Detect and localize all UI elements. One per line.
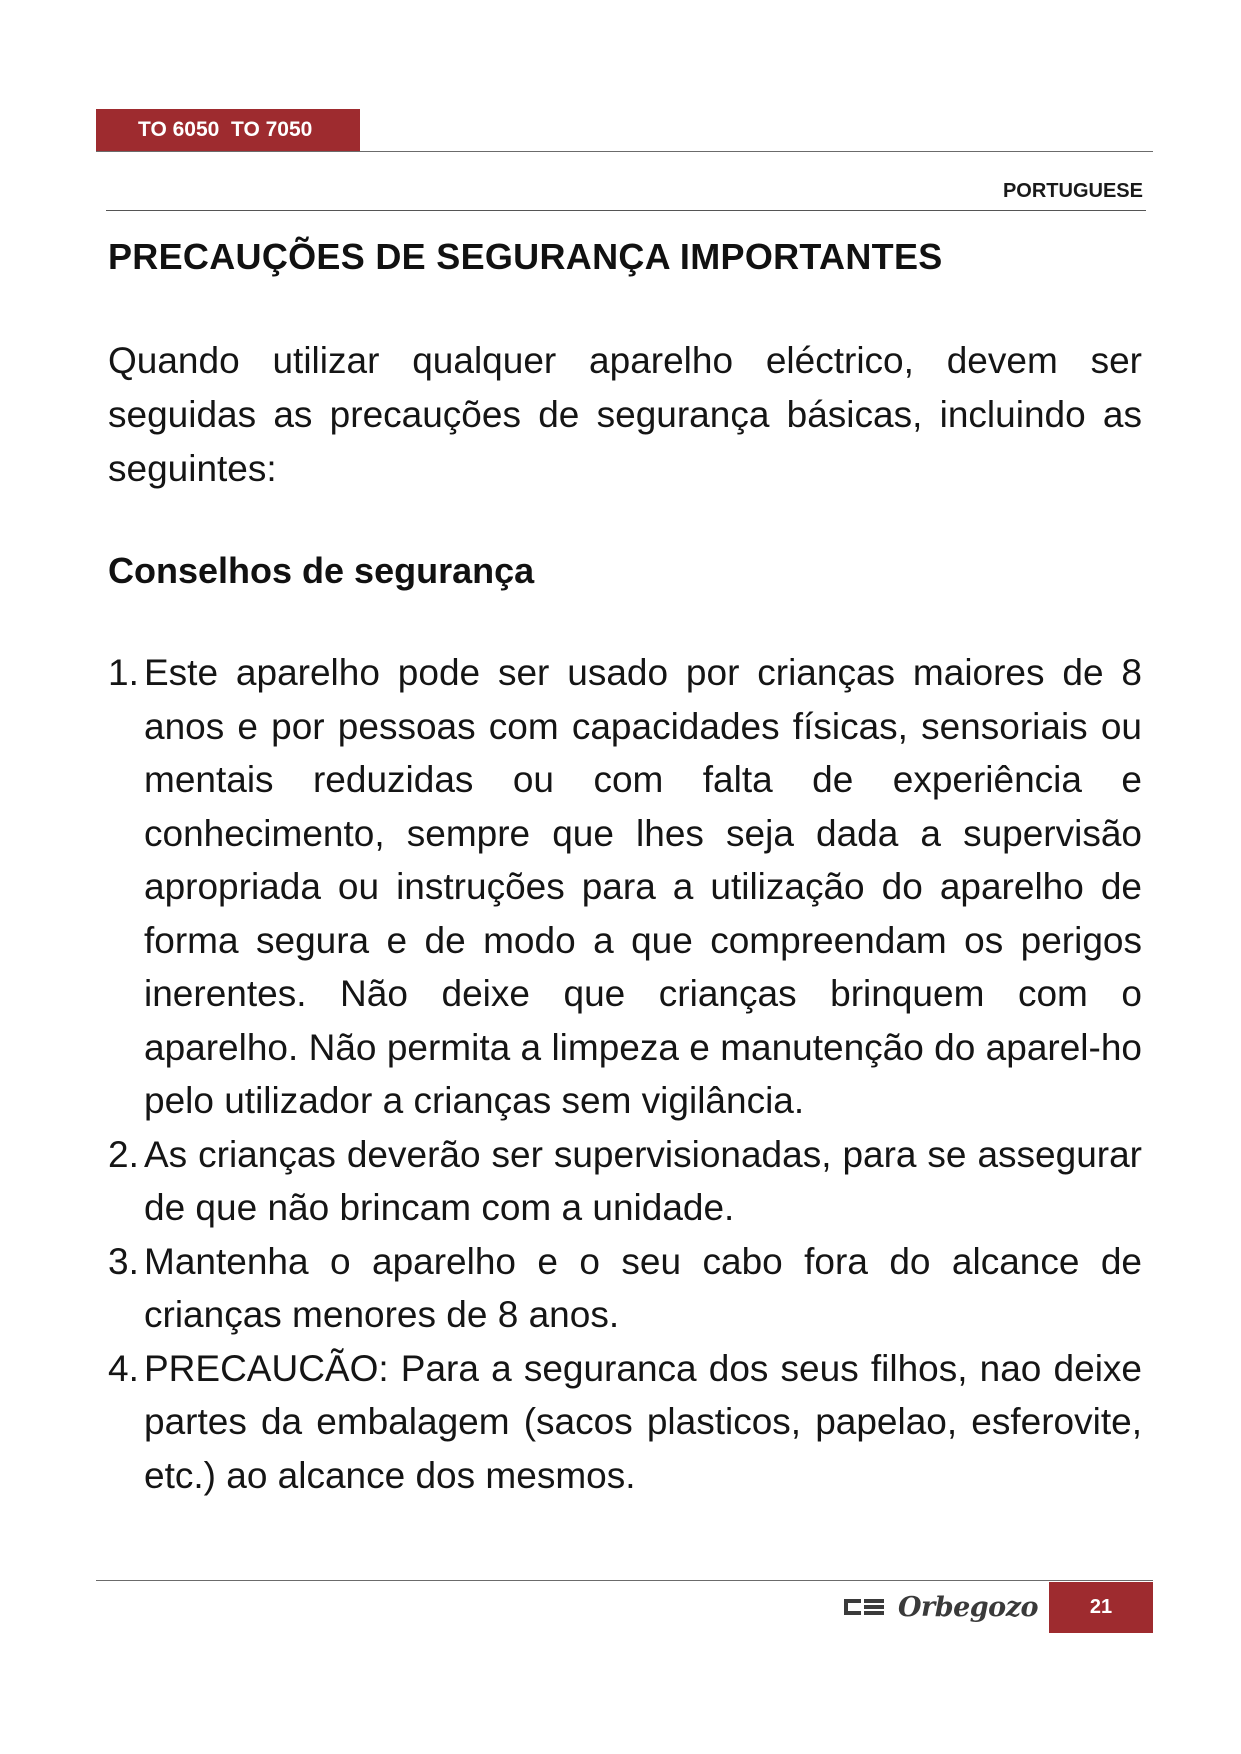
page-content: [108, 236, 1142, 1502]
list-item: [108, 1342, 1142, 1503]
brand-mark-icon: [844, 1597, 884, 1617]
list-item-text: As crianças deverão ser supervisionadas, para se assegurar de que não brincam com a unidade.: [144, 1133, 1142, 1228]
page-title: PRECAUÇÕES DE SEGURANÇA IMPORTANTES: [108, 236, 943, 277]
list-item-text: Este aparelho pode ser usado por crianças maiores de 8 anos e por pessoas com capacidades físicas, sensoriais ou mentais reduzidas ou com falta de experiência e conhecimento, sempre que lhes seja dada a supervisão apropriada ou instruções para a utilização do aparelho de forma segura e de modo a que compreendam os perigos inerentes. Não deixe que crianças brinquem com o aparelho. Não permita a limpeza e manutenção do aparel-ho pelo utilizador a crianças sem vigilância.: [144, 652, 1142, 1121]
brand-logo: [844, 1588, 1038, 1626]
language-label: PORTUGUESE: [1002, 180, 1143, 202]
list-item-number: 3.: [108, 1240, 139, 1282]
list-item: [108, 1235, 1142, 1342]
footer-divider: [96, 1580, 1153, 1581]
page-number: 21: [1049, 1582, 1153, 1633]
safety-list: [108, 646, 1142, 1502]
intro-paragraph: Quando utilizar qualquer aparelho eléctrico, devem ser seguidas as precauções de segurança básicas, incluindo as seguintes:: [108, 340, 1142, 489]
list-item-number: 4.: [108, 1347, 139, 1389]
header-divider: [96, 151, 1153, 152]
section-subtitle: Conselhos de segurança: [108, 550, 535, 591]
model-label: TO 6050 TO 7050: [96, 109, 360, 151]
brand-name: Orbegozo: [898, 1591, 1039, 1623]
list-item: [108, 646, 1142, 1128]
list-item-number: 2.: [108, 1133, 139, 1175]
list-item: [108, 1128, 1142, 1235]
language-divider: [106, 210, 1146, 211]
list-item-number: 1.: [108, 652, 139, 693]
list-item-text: PRECAUCÃO: Para a seguranca dos seus filhos, nao deixe partes da embalagem (sacos plasticos, papelao, esferovite, etc.) ao alcance dos mesmos.: [144, 1347, 1142, 1496]
list-item-text: Mantenha o aparelho e o seu cabo fora do alcance de crianças menores de 8 anos.: [144, 1240, 1142, 1335]
